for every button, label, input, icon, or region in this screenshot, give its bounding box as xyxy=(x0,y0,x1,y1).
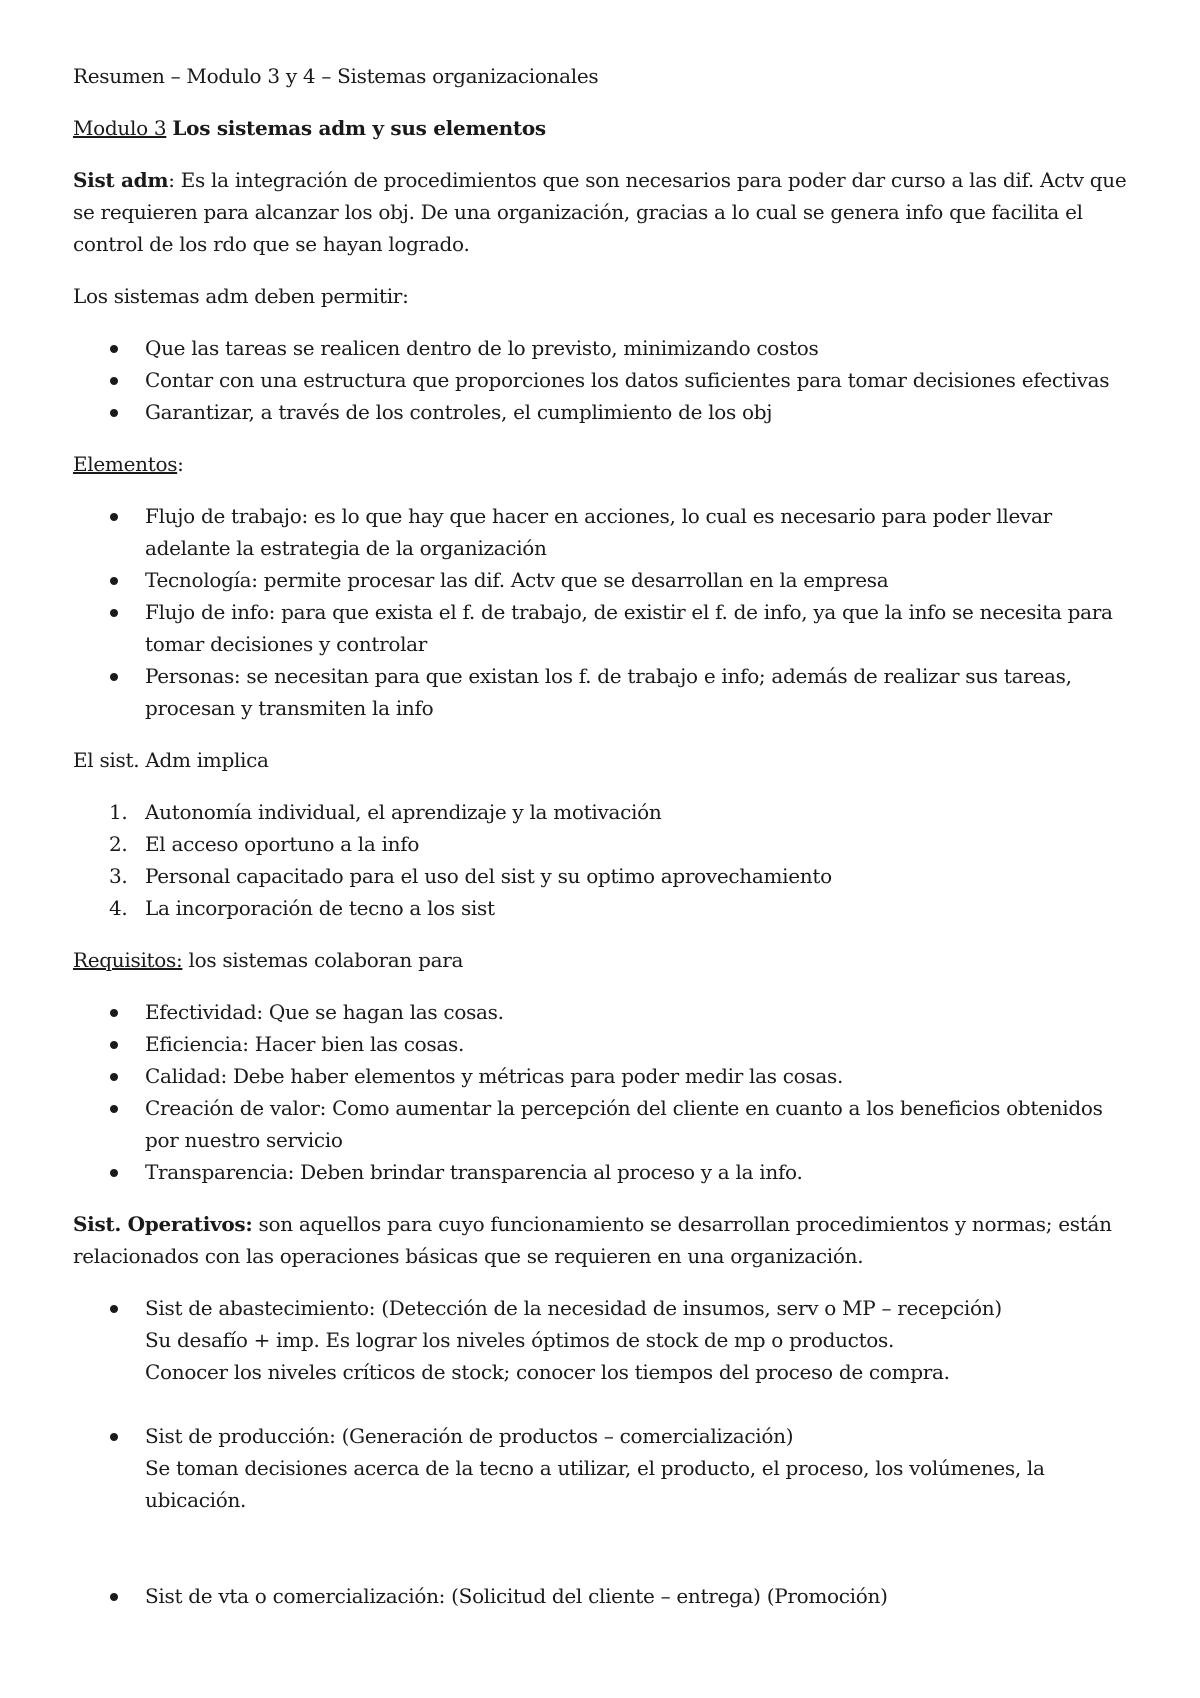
bullet-icon xyxy=(110,1433,118,1441)
bullet-icon xyxy=(110,513,118,521)
list-item: Sist de producción: (Generación de productos – comercialización) Se toman decisiones acerca de la tecno a utilizar, el producto, el proceso, los volúmenes, la ubicación. xyxy=(73,1420,1133,1516)
bullet-icon xyxy=(110,1009,118,1017)
elements-list xyxy=(73,500,1133,724)
list-item: 1. Autonomía individual, el aprendizaje y la motivación xyxy=(109,800,662,824)
list-item: Creación de valor: Como aumentar la percepción del cliente en cuanto a los beneficios obtenidos por nuestro servicio xyxy=(73,1092,1133,1156)
operativos-paragraph: Sist. Operativos: son aquellos para cuyo funcionamiento se desarrollan procedimientos y normas; están relacionados con las operaciones básicas que se requieren en una organización. xyxy=(73,1212,1112,1268)
bullet-icon xyxy=(110,1169,118,1177)
bullet-icon xyxy=(110,1593,118,1601)
list-item: 2. El acceso oportuno a la info xyxy=(109,832,420,856)
definition-term: Sist adm xyxy=(73,168,169,192)
list-item: 4. La incorporación de tecno a los sist xyxy=(109,896,495,920)
bullet-icon xyxy=(110,377,118,385)
list-item: Contar con una estructura que proporciones los datos suficientes para tomar decisiones efectivas xyxy=(73,364,1133,396)
bullet-icon xyxy=(110,409,118,417)
requirements-heading: Requisitos: los sistemas colaboran para xyxy=(73,948,464,972)
list-item: Calidad: Debe haber elementos y métricas para poder medir las cosas. xyxy=(73,1060,1133,1092)
list-item: 3. Personal capacitado para el uso del sist y su optimo aprovechamiento xyxy=(109,864,832,888)
list-item: Flujo de trabajo: es lo que hay que hacer en acciones, lo cual es necesario para poder llevar adelante la estrategia de la organización xyxy=(73,500,1133,564)
list-item: Sist de vta o comercialización: (Solicitud del cliente – entrega) (Promoción) xyxy=(73,1580,1133,1612)
list-item: Flujo de info: para que exista el f. de trabajo, de existir el f. de info, ya que la info se necesita para tomar decisiones y controlar xyxy=(73,596,1133,660)
definition-text: : Es la integración de procedimientos que son necesarios para poder dar curso a las dif. Actv que se requieren para alcanzar los obj. De una organización, gracias a lo cual se genera info que facilita el control de los rdo que se hayan logrado. xyxy=(73,168,1127,256)
list-item: Tecnología: permite procesar las dif. Actv que se desarrollan en la empresa xyxy=(73,564,1133,596)
bullet-icon xyxy=(110,673,118,681)
list-item: Efectividad: Que se hagan las cosas. xyxy=(73,996,1133,1028)
bullet-icon xyxy=(110,1305,118,1313)
list-item: Que las tareas se realicen dentro de lo previsto, minimizando costos xyxy=(73,332,1133,364)
operativos-list xyxy=(73,1292,1133,1612)
elements-heading: Elementos: xyxy=(73,452,184,476)
list-item: Transparencia: Deben brindar transparencia al proceso y a la info. xyxy=(73,1156,1133,1188)
module-heading xyxy=(73,112,1133,144)
bullet-icon xyxy=(110,1041,118,1049)
permit-heading: Los sistemas adm deben permitir: xyxy=(73,284,409,308)
definition-paragraph xyxy=(73,164,1133,260)
implica-list xyxy=(73,796,1133,924)
permit-list xyxy=(73,332,1133,428)
operativos-term: Sist. Operativos: xyxy=(73,1212,253,1236)
list-item: Personas: se necesitan para que existan los f. de trabajo e info; además de realizar sus tareas, procesan y transmiten la info xyxy=(73,660,1133,724)
bullet-icon xyxy=(110,609,118,617)
module-label: Modulo 3 xyxy=(73,116,167,140)
module-title: Los sistemas adm y sus elementos xyxy=(172,116,546,140)
document-title: Resumen – Modulo 3 y 4 – Sistemas organizacionales xyxy=(73,64,599,88)
list-item: Sist de abastecimiento: (Detección de la necesidad de insumos, serv o MP – recepción) Su desafío + imp. Es lograr los niveles óptimos de stock de mp o productos. Conocer los niveles críticos de stock; conocer los tiempos del proceso de compra. xyxy=(73,1292,1133,1388)
document-page xyxy=(73,60,1133,1632)
bullet-icon xyxy=(110,1105,118,1113)
bullet-icon xyxy=(110,1073,118,1081)
implica-heading: El sist. Adm implica xyxy=(73,748,269,772)
requirements-list xyxy=(73,996,1133,1188)
bullet-icon xyxy=(110,577,118,585)
list-item: Eficiencia: Hacer bien las cosas. xyxy=(73,1028,1133,1060)
list-item: Garantizar, a través de los controles, el cumplimiento de los obj xyxy=(73,396,1133,428)
bullet-icon xyxy=(110,345,118,353)
